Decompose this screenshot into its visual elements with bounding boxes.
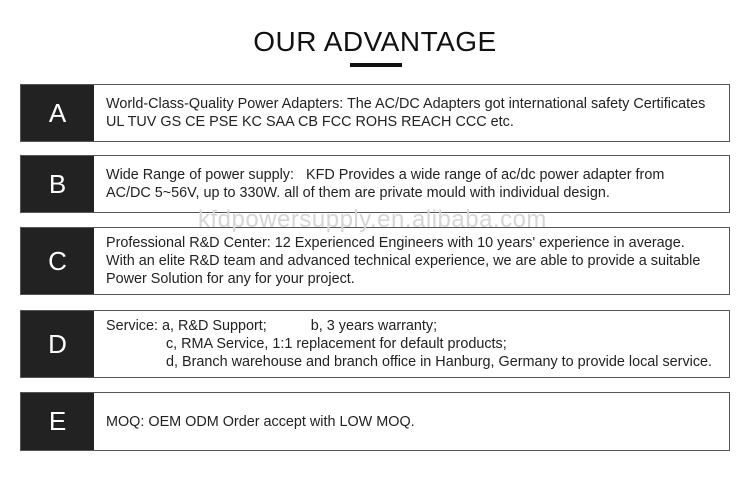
advantage-row-e [20, 392, 730, 451]
row-line: Power Solution for any for your project. [106, 271, 355, 287]
row-line: Service: a, R&D Support; b, 3 years warranty; [106, 318, 438, 334]
row-text [94, 311, 729, 377]
row-line: UL TUV GS CE PSE KC SAA CB FCC ROHS REACH CCC etc. [106, 114, 514, 130]
row-line: AC/DC 5~56V, up to 330W. all of them are private mould with individual design. [106, 185, 610, 201]
row-letter: D [21, 311, 94, 377]
row-letter: E [21, 393, 94, 450]
advantage-row-d [20, 310, 730, 378]
row-line: d, Branch warehouse and branch office in Hanburg, Germany to provide local service. [106, 354, 713, 370]
row-line: MOQ: OEM ODM Order accept with LOW MOQ. [106, 413, 415, 430]
row-line: Professional R&D Center: 12 Experienced Engineers with 10 years' experience in average. [106, 235, 685, 251]
row-text [94, 156, 729, 212]
advantage-row-c [20, 227, 730, 295]
row-text [94, 393, 729, 450]
watermark: kfdpowersupply.en.alibaba.com [198, 206, 547, 233]
row-letter: B [21, 156, 94, 212]
advantage-row-a [20, 84, 730, 142]
advantage-row-b [20, 155, 730, 213]
row-line: World-Class-Quality Power Adapters: The AC/DC Adapters got international safety Certificates [106, 96, 706, 112]
row-line: With an elite R&D team and advanced technical experience, we are able to provide a suitable [106, 253, 701, 269]
title-underline [350, 63, 402, 67]
row-text [94, 228, 729, 294]
row-line: Wide Range of power supply: KFD Provides a wide range of ac/dc power adapter from [106, 167, 665, 183]
row-letter: C [21, 228, 94, 294]
row-text [94, 85, 729, 141]
row-letter: A [21, 85, 94, 141]
page-title: OUR ADVANTAGE [253, 26, 497, 57]
row-line: c, RMA Service, 1:1 replacement for default products; [106, 336, 507, 352]
